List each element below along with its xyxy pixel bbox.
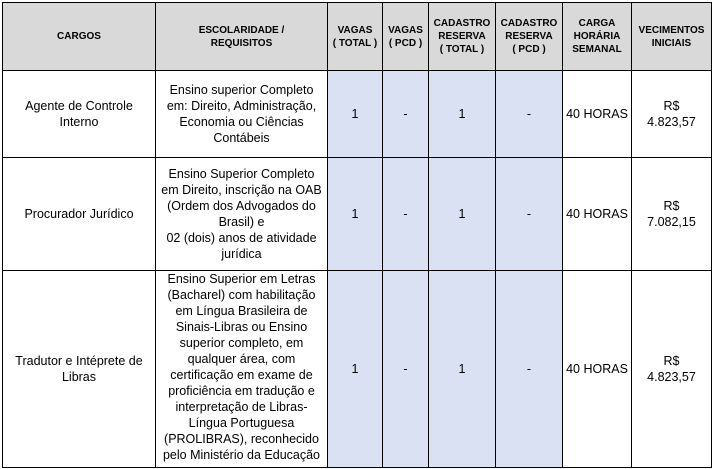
cargo-cell: Tradutor e Intéprete de Libras [3, 271, 156, 468]
table-row [3, 271, 712, 468]
vagas-pcd-cell: - [383, 271, 429, 468]
vagas-pcd-cell: - [383, 71, 429, 158]
vencimentos-cell: R$ 7.082,15 [632, 158, 712, 271]
table-row [3, 71, 712, 158]
cadastro-pcd-cell: - [496, 271, 563, 468]
requisitos-cell: Ensino superior Completo em: Direito, Administração, Economia ou Ciências Contábeis [156, 71, 328, 158]
carga-cell: 40 HORAS [563, 271, 632, 468]
vagas-pcd-cell: - [383, 158, 429, 271]
header-vencimentos: VECIMENTOS INICIAIS [632, 3, 712, 71]
header-vagas-total: VAGAS ( TOTAL ) [328, 3, 383, 71]
requisitos-cell: Ensino Superior em Letras (Bacharel) com habilitação em Língua Brasileira de Sinais-Libras ou Ensino superior completo, em qualquer área, com certificação em exame de proficiência em tradução e interpretação de Libras- Língua Portuguesa (PROLIBRAS), reconhecido pelo Ministério da Educação [156, 271, 328, 468]
header-carga-horaria: CARGA HORÁRIA SEMANAL [563, 3, 632, 71]
cadastro-total-cell: 1 [429, 271, 496, 468]
requisitos-cell: Ensino Superior Completo em Direito, inscrição na OAB (Ordem dos Advogados do Brasil) e 02 (dois) anos de atividade jurídica [156, 158, 328, 271]
cadastro-total-cell: 1 [429, 71, 496, 158]
vagas-total-cell: 1 [328, 71, 383, 158]
vencimentos-cell: R$ 4.823,57 [632, 271, 712, 468]
header-cadastro-pcd: CADASTRO RESERVA ( PCD ) [496, 3, 563, 71]
cadastro-total-cell: 1 [429, 158, 496, 271]
cargo-cell: Procurador Jurídico [3, 158, 156, 271]
carga-cell: 40 HORAS [563, 71, 632, 158]
vencimentos-cell: R$ 4.823,57 [632, 71, 712, 158]
header-escolaridade: ESCOLARIDADE / REQUISITOS [156, 3, 328, 71]
jobs-table [2, 2, 712, 468]
header-cargos: CARGOS [3, 3, 156, 71]
header-row [3, 3, 712, 71]
carga-cell: 40 HORAS [563, 158, 632, 271]
header-vagas-pcd: VAGAS ( PCD ) [383, 3, 429, 71]
cargo-cell: Agente de Controle Interno [3, 71, 156, 158]
vagas-total-cell: 1 [328, 271, 383, 468]
header-cadastro-total: CADASTRO RESERVA ( TOTAL ) [429, 3, 496, 71]
table-row [3, 158, 712, 271]
cadastro-pcd-cell: - [496, 158, 563, 271]
cadastro-pcd-cell: - [496, 71, 563, 158]
vagas-total-cell: 1 [328, 158, 383, 271]
